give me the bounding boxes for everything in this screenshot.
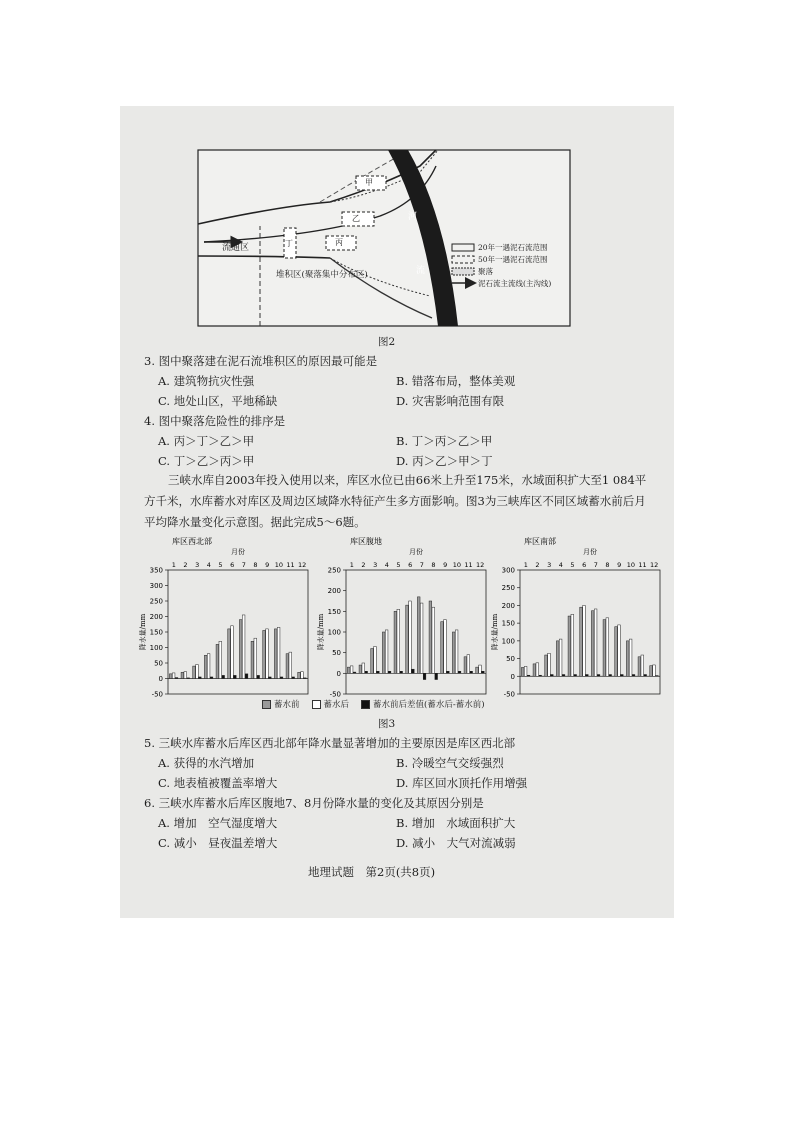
y-tick-label: 100 (327, 628, 341, 637)
bar-after (207, 654, 210, 679)
month-tick-label: 3 (195, 561, 200, 569)
month-tick-label: 1 (349, 561, 354, 569)
chart-title: 库区南部 (524, 537, 556, 546)
bar-after (409, 601, 412, 673)
month-tick-label: 12 (650, 561, 659, 569)
bar-after (362, 663, 365, 673)
month-tick-label: 6 (230, 561, 235, 569)
bar-before (228, 629, 231, 679)
y-tick-label: -50 (503, 690, 515, 699)
bar-after (397, 609, 400, 673)
bar-diff (632, 675, 635, 677)
q4-option-b: B. 丁＞丙＞乙＞甲 (396, 434, 493, 448)
y-tick-label: 250 (501, 584, 515, 593)
bar-before (216, 644, 219, 678)
y-tick-label: 300 (149, 582, 163, 590)
bar-diff (447, 671, 450, 673)
bar-diff (222, 675, 225, 678)
legend-50yr: 50年一遇泥石流范围 (478, 255, 548, 264)
bar-diff (621, 675, 624, 677)
month-tick-label: 1 (523, 561, 528, 569)
month-tick-label: 10 (452, 561, 461, 569)
chart-hinterland (316, 534, 496, 706)
month-tick-label: 7 (241, 561, 246, 569)
village-ding-label: 丁 (285, 239, 293, 248)
bar-before (406, 605, 409, 673)
bar-diff (280, 677, 283, 679)
legend-settlement: 聚落 (478, 267, 493, 276)
y-tick-label: 150 (149, 628, 163, 637)
month-tick-label: 2 (361, 561, 366, 569)
q3-option-b: B. 错落布局，整体美观 (396, 374, 516, 388)
month-tick-label: 5 (570, 561, 575, 569)
legend-mainline: 泥石流主流线(主沟线) (478, 279, 552, 288)
bar-diff (435, 673, 438, 679)
flow-zone-label: 流通区 (222, 243, 250, 253)
y-tick-label: 0 (158, 675, 163, 683)
legend-before: 蓄水前 (262, 698, 300, 710)
bar-diff (400, 671, 403, 673)
q3-stem: 3. 图中聚落建在泥石流堆积区的原因最可能是 (144, 354, 378, 368)
bar-before (394, 611, 397, 673)
bar-before (452, 632, 455, 673)
bar-before (382, 632, 385, 673)
bar-diff (377, 671, 380, 673)
q3-option-d: D. 灾害影响范围有限 (396, 394, 505, 408)
q6-stem: 6. 三峡水库蓄水后库区腹地7、8月份降水量的变化及其原因分别是 (144, 796, 484, 810)
month-tick-label: 11 (286, 561, 295, 569)
bar-before (347, 667, 350, 673)
bar-diff (470, 671, 473, 673)
month-tick-label: 8 (431, 561, 436, 569)
bar-before (626, 641, 629, 676)
q6-option-d: D. 减小 大气对流减弱 (396, 836, 516, 850)
exam-page (120, 106, 674, 918)
bar-before (286, 654, 289, 679)
month-tick-label: 3 (547, 561, 552, 569)
bar-before (359, 665, 362, 673)
bar-before (441, 622, 444, 674)
chart-ylabel: 降水量/mm (491, 613, 499, 651)
q4-option-c: C. 丁＞乙＞丙＞甲 (158, 454, 255, 468)
bar-after (536, 663, 539, 676)
y-tick-label: 150 (327, 607, 341, 616)
bar-after (432, 607, 435, 673)
bar-diff (292, 677, 295, 679)
bar-diff (482, 671, 485, 673)
bar-after (455, 630, 458, 673)
q5-stem: 5. 三峡水库蓄水后库区西北部年降水量显著增加的主要原因是库区西北部 (144, 736, 516, 750)
legend-diff: 蓄水前后差值(蓄水后-蓄水前) (361, 698, 485, 710)
deposit-zone-label: 堆积区(聚落集中分布区) (276, 270, 368, 280)
bar-diff (175, 678, 178, 679)
q5-option-a: A. 获得的水汽增加 (158, 756, 255, 770)
bar-before (533, 664, 536, 676)
bar-after (571, 614, 574, 676)
bar-before (204, 655, 207, 678)
chart-xlabel: 月份 (409, 548, 423, 556)
month-tick-label: 10 (274, 561, 283, 569)
bar-diff (412, 669, 415, 673)
bar-before (615, 627, 618, 677)
bar-before (429, 601, 432, 673)
bar-diff (234, 675, 237, 678)
bar-before (371, 649, 374, 674)
month-tick-label: 5 (396, 561, 401, 569)
q4-stem: 4. 图中聚落危险性的排序是 (144, 414, 286, 428)
bar-after (548, 653, 551, 676)
q3-option-a: A. 建筑物抗灾性强 (158, 374, 255, 388)
bar-after (594, 609, 597, 676)
chart-xlabel: 月份 (231, 548, 245, 556)
bar-diff (586, 675, 589, 677)
month-tick-label: 2 (535, 561, 540, 569)
bar-diff (257, 675, 260, 678)
month-tick-label: 4 (206, 561, 211, 569)
month-tick-label: 6 (408, 561, 413, 569)
month-tick-label: 9 (617, 561, 622, 569)
intro-paragraph: 三峡水库自2003年投入使用以来，库区水位已由66米上升至175米，水域面积扩大至1 084平方千米，水库蓄水对库区及周边区域降水特征产生多方面影响。图3为三峡库区不同区域蓄水前后月平均降水量变化示意图。据此完成5～6题。 (144, 473, 647, 529)
bar-diff (187, 678, 190, 679)
bar-after (420, 603, 423, 673)
bar-diff (210, 677, 213, 679)
river-label-2: 流 (416, 266, 426, 276)
bar-before (568, 616, 571, 676)
month-tick-label: 12 (298, 561, 307, 569)
y-tick-label: -50 (151, 690, 163, 699)
bar-diff (644, 675, 647, 677)
bar-after (606, 618, 609, 676)
bar-after (277, 627, 280, 678)
y-tick-label: 100 (501, 637, 515, 646)
bar-before (638, 657, 641, 676)
month-tick-label: 6 (582, 561, 587, 569)
bar-before (591, 611, 594, 677)
q4-option-d: D. 丙＞乙＞甲＞丁 (396, 454, 493, 468)
chart-title: 库区西北部 (172, 537, 212, 546)
y-tick-label: 0 (510, 672, 515, 681)
village-yi-label: 乙 (352, 214, 360, 223)
month-tick-label: 5 (218, 561, 223, 569)
chart-xlabel: 月份 (583, 548, 597, 556)
month-tick-label: 12 (476, 561, 485, 569)
figure2-diagram (120, 106, 674, 336)
village-jia-label: 甲 (365, 178, 373, 187)
bar-after (350, 666, 353, 673)
bar-after (559, 639, 562, 676)
chart-title: 库区腹地 (350, 537, 382, 546)
q3-option-c: C. 地处山区，平地稀缺 (158, 394, 278, 408)
bar-before (521, 667, 524, 676)
bar-after (583, 605, 586, 676)
q6-option-c: C. 减小 昼夜温差增大 (158, 836, 278, 850)
bar-diff (199, 677, 202, 679)
bar-after (641, 655, 644, 676)
bar-before (417, 597, 420, 673)
bar-before (263, 630, 266, 678)
chart-northwest (138, 534, 318, 706)
month-tick-label: 8 (605, 561, 610, 569)
month-tick-label: 7 (593, 561, 598, 569)
bar-after (629, 639, 632, 676)
river-label-1: 河 (408, 212, 418, 222)
y-tick-label: 250 (327, 566, 341, 575)
bar-after (524, 666, 527, 676)
y-tick-label: 50 (332, 649, 341, 658)
month-tick-label: 1 (171, 561, 176, 569)
village-bing-label: 丙 (335, 238, 343, 247)
bar-diff (597, 675, 600, 677)
month-tick-label: 9 (443, 561, 448, 569)
bar-before (239, 620, 242, 679)
bar-diff (562, 675, 565, 677)
q5-option-c: C. 地表植被覆盖率增大 (158, 776, 278, 790)
bar-after (266, 629, 269, 679)
bar-after (254, 638, 257, 678)
month-tick-label: 7 (419, 561, 424, 569)
bar-diff (423, 673, 426, 679)
chart-frame (346, 570, 486, 694)
page-footer: 地理试题 第2页(共8页) (308, 865, 436, 879)
month-tick-label: 4 (384, 561, 389, 569)
bar-before (181, 672, 184, 678)
q6-option-a: A. 增加 空气湿度增大 (158, 816, 278, 830)
bar-after (374, 646, 377, 673)
month-tick-label: 4 (558, 561, 563, 569)
chart-south (490, 534, 670, 706)
bar-after (301, 672, 304, 679)
bar-before (193, 666, 196, 678)
bar-diff (574, 675, 577, 677)
month-tick-label: 8 (253, 561, 258, 569)
y-tick-label: 0 (336, 669, 341, 678)
bar-before (476, 667, 479, 673)
bar-after (196, 665, 199, 679)
chart-ylabel: 降水量/mm (317, 613, 325, 651)
figure2-caption: 图2 (378, 336, 396, 348)
bar-diff (245, 674, 248, 679)
y-tick-label: 50 (154, 659, 163, 668)
bar-diff (388, 671, 391, 673)
bar-before (298, 672, 301, 678)
y-tick-label: 100 (149, 644, 163, 652)
month-tick-label: 10 (626, 561, 635, 569)
q4-option-a: A. 丙＞丁＞乙＞甲 (158, 434, 255, 448)
y-tick-label: 300 (501, 566, 515, 575)
bar-before (650, 666, 653, 677)
month-tick-label: 9 (265, 561, 270, 569)
bar-after (467, 655, 470, 674)
bar-diff (551, 675, 554, 677)
y-tick-label: 200 (501, 601, 515, 610)
bar-after (242, 615, 245, 679)
bar-diff (458, 671, 461, 673)
bar-diff (269, 677, 272, 679)
bar-diff (656, 676, 659, 677)
bar-before (603, 620, 606, 677)
month-tick-label: 11 (464, 561, 473, 569)
bar-diff (365, 671, 368, 673)
bar-after (444, 620, 447, 674)
bar-diff (539, 675, 542, 676)
bar-before (556, 641, 559, 676)
y-tick-label: 250 (149, 597, 163, 606)
q5-option-b: B. 冷暖空气交绥强烈 (396, 756, 504, 770)
bar-diff (527, 675, 530, 676)
bar-after (231, 626, 234, 679)
month-tick-label: 2 (183, 561, 188, 569)
bar-after (289, 652, 292, 678)
bar-after (219, 641, 222, 678)
bar-after (653, 665, 656, 676)
q5-option-d: D. 库区回水顶托作用增强 (396, 776, 528, 790)
y-tick-label: 150 (501, 619, 515, 628)
month-tick-label: 11 (638, 561, 647, 569)
bar-after (385, 630, 388, 673)
bar-before (464, 657, 467, 674)
y-tick-label: 200 (149, 613, 163, 621)
legend-after: 蓄水后 (312, 698, 350, 710)
chart-ylabel: 降水量/mm (139, 613, 147, 651)
y-tick-label: 200 (327, 587, 341, 596)
bar-diff (304, 678, 307, 679)
figure3-caption: 图3 (378, 718, 396, 730)
legend-20yr: 20年一遇泥石流范围 (478, 243, 548, 252)
bar-before (251, 641, 254, 678)
y-tick-label: 50 (506, 655, 515, 664)
month-tick-label: 3 (373, 561, 378, 569)
y-tick-label: -50 (329, 690, 341, 699)
bar-after (618, 625, 621, 676)
bar-before (580, 607, 583, 676)
bar-diff (353, 672, 356, 673)
bar-after (184, 672, 187, 679)
bar-after (172, 673, 175, 679)
bar-after (479, 665, 482, 673)
bar-before (274, 629, 277, 679)
bar-before (545, 655, 548, 676)
figure3-legend (262, 698, 485, 710)
q6-option-b: B. 增加 水域面积扩大 (396, 816, 516, 830)
y-tick-label: 350 (149, 566, 163, 575)
bar-diff (609, 675, 612, 677)
bar-before (169, 674, 172, 679)
